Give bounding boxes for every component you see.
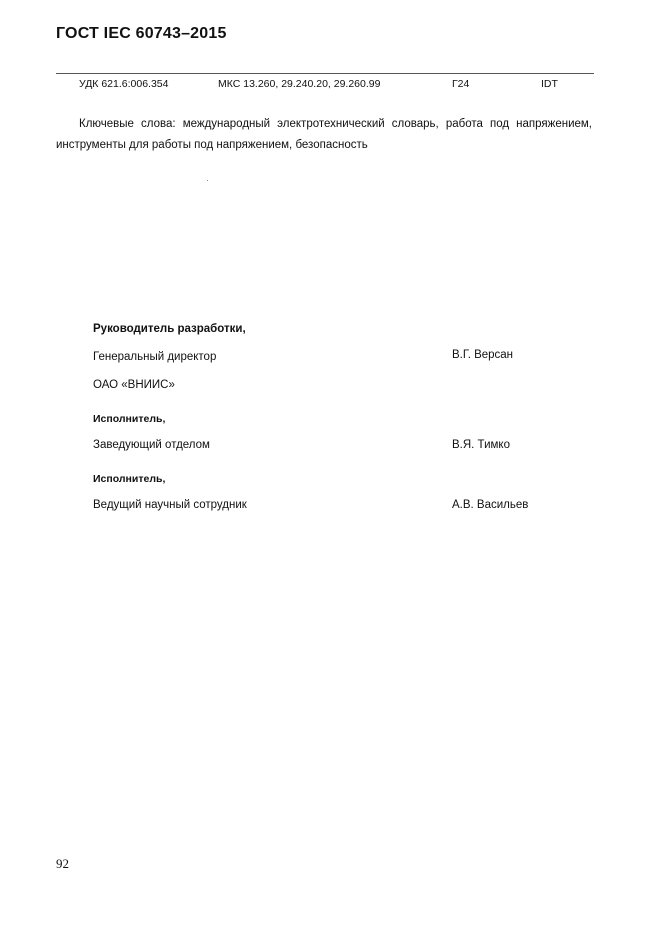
lead-heading: Руководитель разработки, bbox=[93, 323, 246, 335]
executor2-heading: Исполнитель, bbox=[93, 473, 166, 485]
keywords-paragraph: Ключевые слова: международный электротехнический словарь, работа под напряжением, инструменты для работы под напряжением, безопасность bbox=[56, 118, 592, 151]
idt-code: IDT bbox=[541, 78, 558, 90]
scan-speck bbox=[207, 180, 208, 181]
executor1-heading: Исполнитель, bbox=[93, 413, 166, 425]
lead-name: В.Г. Версан bbox=[452, 349, 514, 361]
page-number: 92 bbox=[56, 856, 69, 871]
executor1-name: В.Я. Тимко bbox=[452, 439, 510, 451]
executor1-position: Заведующий отделом bbox=[93, 439, 210, 451]
mks-code: МКС 13.260, 29.240.20, 29.260.99 bbox=[218, 78, 381, 90]
standard-title: ГОСТ IEC 60743–2015 bbox=[56, 25, 227, 42]
udk-code: УДК 621.6:006.354 bbox=[79, 78, 169, 90]
executor2-name: А.В. Васильев bbox=[452, 499, 529, 511]
executor2-position: Ведущий научный сотрудник bbox=[93, 499, 247, 511]
lead-position: Генеральный директор bbox=[93, 351, 217, 363]
okp-code: Г24 bbox=[452, 78, 470, 90]
lead-organization: ОАО «ВНИИС» bbox=[93, 379, 175, 391]
header-rule bbox=[56, 73, 594, 74]
